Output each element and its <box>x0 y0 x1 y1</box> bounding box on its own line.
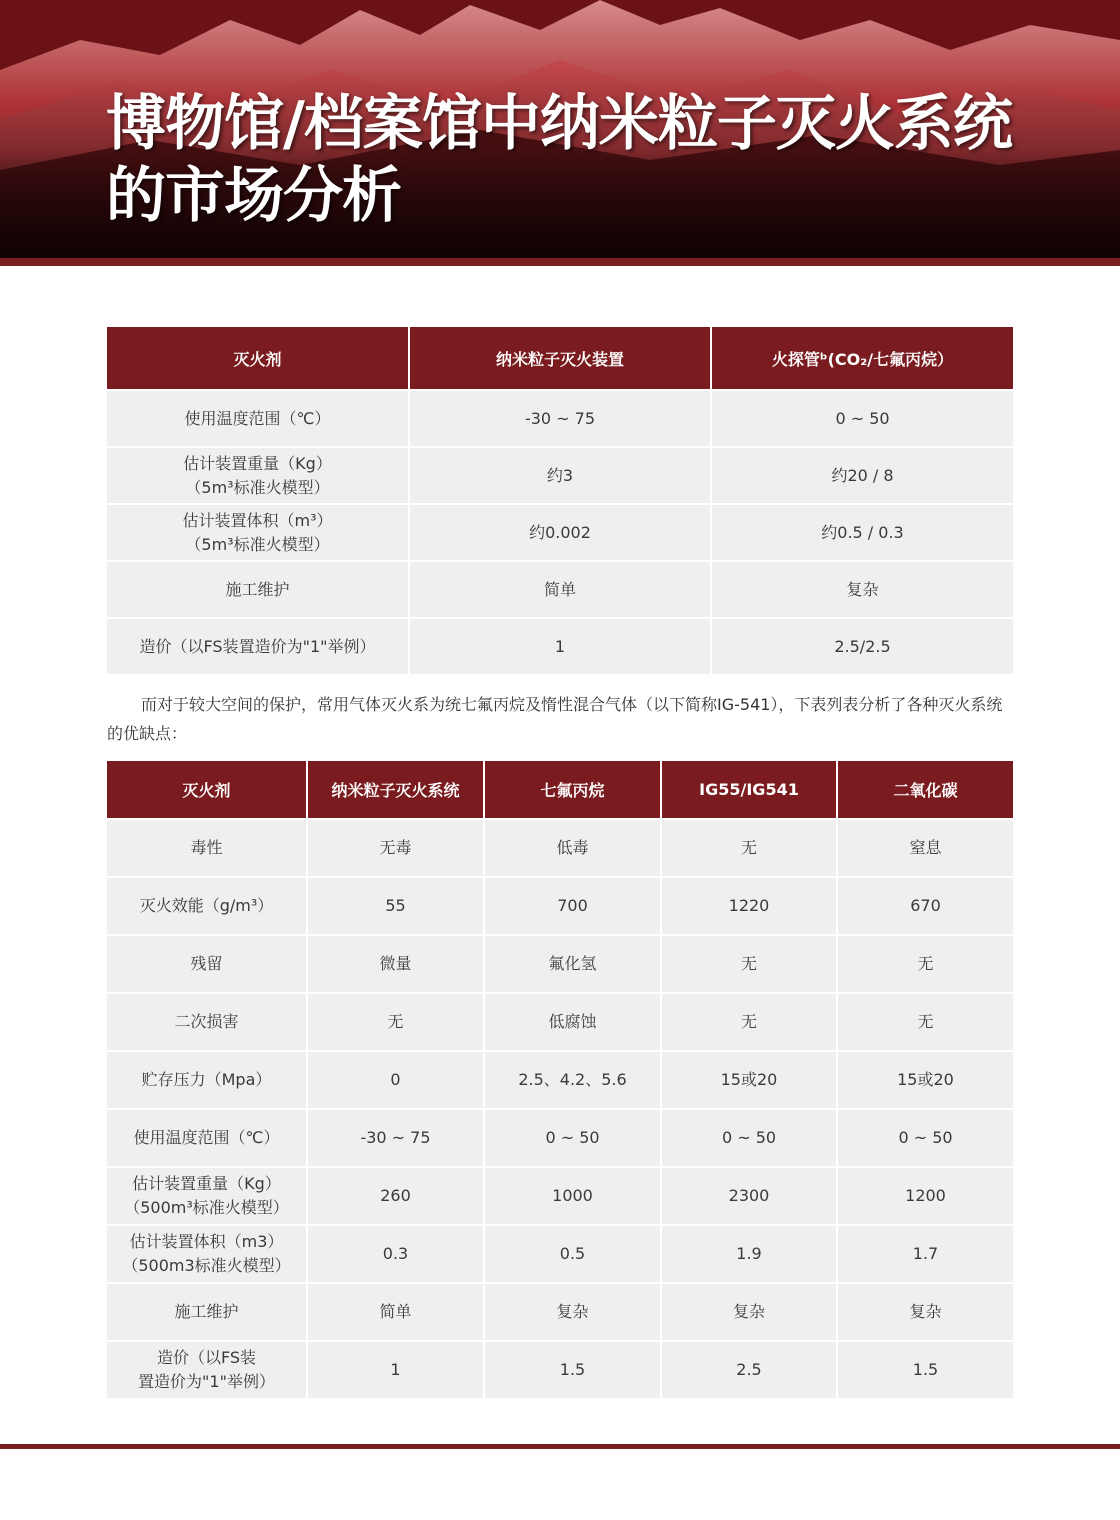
table-cell: 无 <box>661 993 837 1051</box>
table-cell: 复杂 <box>837 1283 1013 1341</box>
table-cell: 2300 <box>661 1167 837 1225</box>
table-cell: 0 <box>307 1051 484 1109</box>
column-header: 七氟丙烷 <box>484 761 661 819</box>
table-cell: 1200 <box>837 1167 1013 1225</box>
page-title-line-2: 的市场分析 <box>106 161 401 231</box>
row-label-line: 估计装置体积（m3） <box>129 1232 284 1251</box>
table-cell: 0.3 <box>307 1225 484 1283</box>
table-cell: 约0.002 <box>409 504 711 561</box>
table-cell: -30 ~ 75 <box>409 390 711 447</box>
row-label-line: 估计装置重量（Kg） <box>132 1174 281 1193</box>
table-cell: 1.5 <box>484 1341 661 1398</box>
table-row <box>107 1167 1013 1225</box>
table-row <box>107 618 1013 674</box>
row-label-line: 造价（以FS装 <box>156 1348 257 1367</box>
column-header: 二氧化碳 <box>837 761 1013 819</box>
column-header: 火探管ᵇ(CO₂/七氟丙烷） <box>711 327 1013 390</box>
row-label-line: 估计装置体积（m³） <box>182 510 333 530</box>
row-label-line: 使用温度范围（℃） <box>133 1128 280 1147</box>
table-cell: 微量 <box>307 935 484 993</box>
table-cell: 1.5 <box>837 1341 1013 1398</box>
column-header: 纳米粒子灭火系统 <box>307 761 484 819</box>
table-cell: 1.9 <box>661 1225 837 1283</box>
table-row <box>107 561 1013 618</box>
row-label-line: 毒性 <box>190 838 223 857</box>
header-banner <box>0 0 1120 258</box>
row-label <box>107 935 307 993</box>
table-cell: 约20 / 8 <box>711 447 1013 504</box>
table-cell: 低腐蚀 <box>484 993 661 1051</box>
table-cell: -30 ~ 75 <box>307 1109 484 1167</box>
row-label-line: 灭火效能（g/m³） <box>139 896 274 915</box>
comparison-table-large-space <box>107 761 1013 1398</box>
table-cell: 0 ~ 50 <box>837 1109 1013 1167</box>
row-label-line: 施工维护 <box>174 1302 239 1321</box>
table-cell: 无 <box>307 993 484 1051</box>
row-label <box>107 1109 307 1167</box>
table-row <box>107 1283 1013 1341</box>
table-row <box>107 877 1013 935</box>
table-cell: 氟化氢 <box>484 935 661 993</box>
table-cell: 无毒 <box>307 819 484 877</box>
table-cell: 2.5 <box>661 1341 837 1398</box>
table-cell: 无 <box>661 819 837 877</box>
table-cell: 0 ~ 50 <box>661 1109 837 1167</box>
table-cell: 0 ~ 50 <box>484 1109 661 1167</box>
table-cell: 复杂 <box>661 1283 837 1341</box>
row-label-line: （5m³标准火模型） <box>185 477 330 497</box>
table-cell: 55 <box>307 877 484 935</box>
table-row <box>107 819 1013 877</box>
header-divider <box>0 258 1120 266</box>
row-label-line: （500m³标准火模型） <box>124 1198 289 1217</box>
body-paragraph: 而对于较大空间的保护，常用气体灭火系为统七氟丙烷及惰性混合气体（以下简称IG-541），下表列表分析了各种灭火系统的优缺点： <box>107 695 1003 743</box>
row-label-line: 置造价为"1"举例） <box>138 1372 275 1391</box>
comparison-table-small-space <box>107 327 1013 674</box>
table-cell: 复杂 <box>711 561 1013 618</box>
column-header: 灭火剂 <box>107 327 409 390</box>
table-cell: 窒息 <box>837 819 1013 877</box>
row-label <box>107 504 409 561</box>
row-label-line: （5m³标准火模型） <box>185 534 330 554</box>
table-cell: 260 <box>307 1167 484 1225</box>
table-row <box>107 504 1013 561</box>
table-row <box>107 1051 1013 1109</box>
row-label <box>107 993 307 1051</box>
table-cell: 0 ~ 50 <box>711 390 1013 447</box>
table-cell: 15或20 <box>661 1051 837 1109</box>
table-row <box>107 1109 1013 1167</box>
row-label <box>107 447 409 504</box>
table-cell: 15或20 <box>837 1051 1013 1109</box>
table-cell: 约0.5 / 0.3 <box>711 504 1013 561</box>
table-cell: 2.5、4.2、5.6 <box>484 1051 661 1109</box>
table-header-row <box>107 327 1013 390</box>
table-cell: 约3 <box>409 447 711 504</box>
row-label <box>107 1341 307 1398</box>
table-cell: 无 <box>837 993 1013 1051</box>
column-header: 灭火剂 <box>107 761 307 819</box>
row-label: 使用温度范围（℃） <box>107 390 409 447</box>
row-label <box>107 819 307 877</box>
table-cell: 低毒 <box>484 819 661 877</box>
row-label-line: 估计装置重量（Kg） <box>183 453 332 473</box>
table-row <box>107 1341 1013 1398</box>
column-header: IG55/IG541 <box>661 761 837 819</box>
row-label <box>107 1283 307 1341</box>
table-header-row <box>107 761 1013 819</box>
table-row <box>107 993 1013 1051</box>
footer-divider <box>0 1444 1120 1449</box>
table-row <box>107 935 1013 993</box>
table-body <box>107 819 1013 1398</box>
row-label: 造价（以FS装置造价为"1"举例） <box>107 618 409 674</box>
table-cell: 1.7 <box>837 1225 1013 1283</box>
page-title <box>106 88 1012 232</box>
table-cell: 2.5/2.5 <box>711 618 1013 674</box>
row-label-line: 二次损害 <box>174 1012 239 1031</box>
table-cell: 0.5 <box>484 1225 661 1283</box>
column-header: 纳米粒子灭火装置 <box>409 327 711 390</box>
page-title-line-1: 博物馆/档案馆中纳米粒子灭火系统 <box>106 89 1012 159</box>
table-cell: 1000 <box>484 1167 661 1225</box>
table-cell: 670 <box>837 877 1013 935</box>
table-cell: 简单 <box>307 1283 484 1341</box>
table-cell: 复杂 <box>484 1283 661 1341</box>
table-cell: 1 <box>409 618 711 674</box>
table-cell: 无 <box>661 935 837 993</box>
row-label: 施工维护 <box>107 561 409 618</box>
row-label <box>107 877 307 935</box>
table-row <box>107 1225 1013 1283</box>
table-row <box>107 390 1013 447</box>
table-cell: 700 <box>484 877 661 935</box>
row-label <box>107 1167 307 1225</box>
row-label <box>107 1225 307 1283</box>
row-label-line: （500m3标准火模型） <box>122 1256 291 1275</box>
table-cell: 1 <box>307 1341 484 1398</box>
row-label-line: 残留 <box>190 954 223 973</box>
table-row <box>107 447 1013 504</box>
row-label <box>107 1051 307 1109</box>
table-cell: 1220 <box>661 877 837 935</box>
row-label-line: 贮存压力（Mpa） <box>141 1070 272 1089</box>
table-cell: 简单 <box>409 561 711 618</box>
table-cell: 无 <box>837 935 1013 993</box>
